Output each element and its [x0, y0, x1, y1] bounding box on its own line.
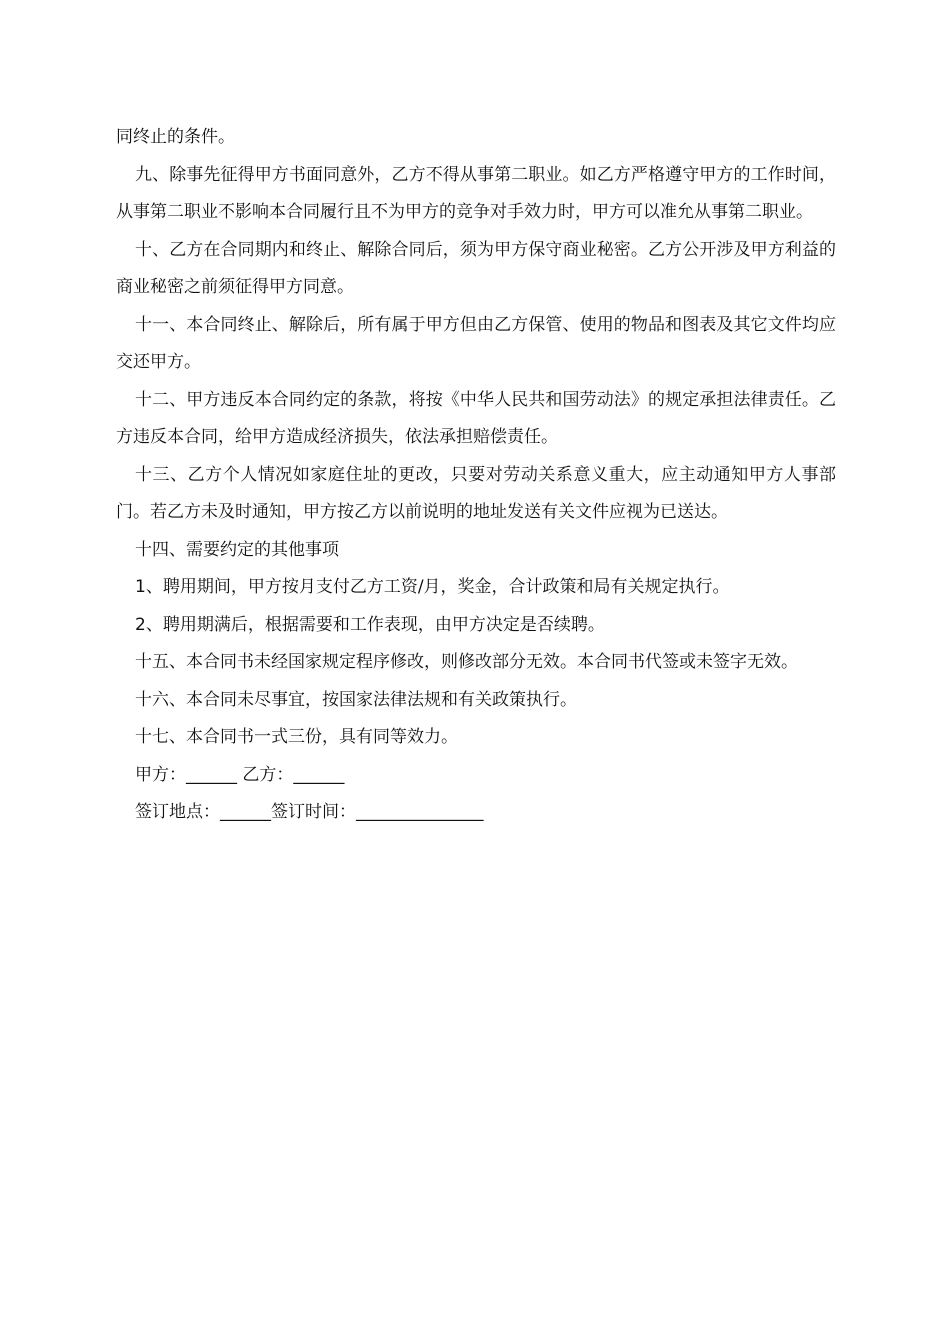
clause-11: 十一、本合同终止、解除后，所有属于甲方但由乙方保管、使用的物品和图表及其它文件均应交还甲方。: [116, 314, 836, 372]
clause-16: 十六、本合同未尽事宜，按国家法律法规和有关政策执行。: [135, 689, 577, 710]
clause-9: 九、除事先征得甲方书面同意外，乙方不得从事第二职业。如乙方严格遵守甲方的工作时间，从事第二职业不影响本合同履行且不为甲方的竞争对手效力时，甲方可以准允从事第二职业。: [116, 164, 836, 222]
clause-17: 十七、本合同书一式三份，具有同等效力。: [135, 727, 458, 747]
clause-14-item-1: 1、聘用期间，甲方按月支付乙方工资/月，奖金，合计政策和局有关规定执行。: [135, 577, 730, 597]
document-page: [116, 119, 836, 832]
paragraph-continuation: 同终止的条件。: [116, 127, 235, 147]
signature-parties-line: 甲方：______ 乙方：______: [135, 764, 345, 785]
clause-13: 十三、乙方个人情况如家庭住址的更改，只要对劳动关系意义重大，应主动通知甲方人事部门。若乙方未及时通知，甲方按乙方以前说明的地址发送有关文件应视为已送达。: [116, 464, 836, 522]
signing-place-time-line: 签订地点：______签订时间：_______________: [135, 802, 484, 822]
clause-12: 十二、甲方违反本合同约定的条款，将按《中华人民共和国劳动法》的规定承担法律责任。乙方违反本合同，给甲方造成经济损失，依法承担赔偿责任。: [116, 389, 836, 447]
clause-14: 十四、需要约定的其他事项: [135, 539, 339, 560]
clause-15: 十五、本合同书未经国家规定程序修改，则修改部分无效。本合同书代签或未签字无效。: [135, 652, 798, 672]
clause-14-item-2: 2、聘用期满后，根据需要和工作表现，由甲方决定是否续聘。: [135, 614, 605, 635]
clause-10: 十、乙方在合同期内和终止、解除合同后，须为甲方保守商业秘密。乙方公开涉及甲方利益的商业秘密之前须征得甲方同意。: [116, 239, 836, 297]
